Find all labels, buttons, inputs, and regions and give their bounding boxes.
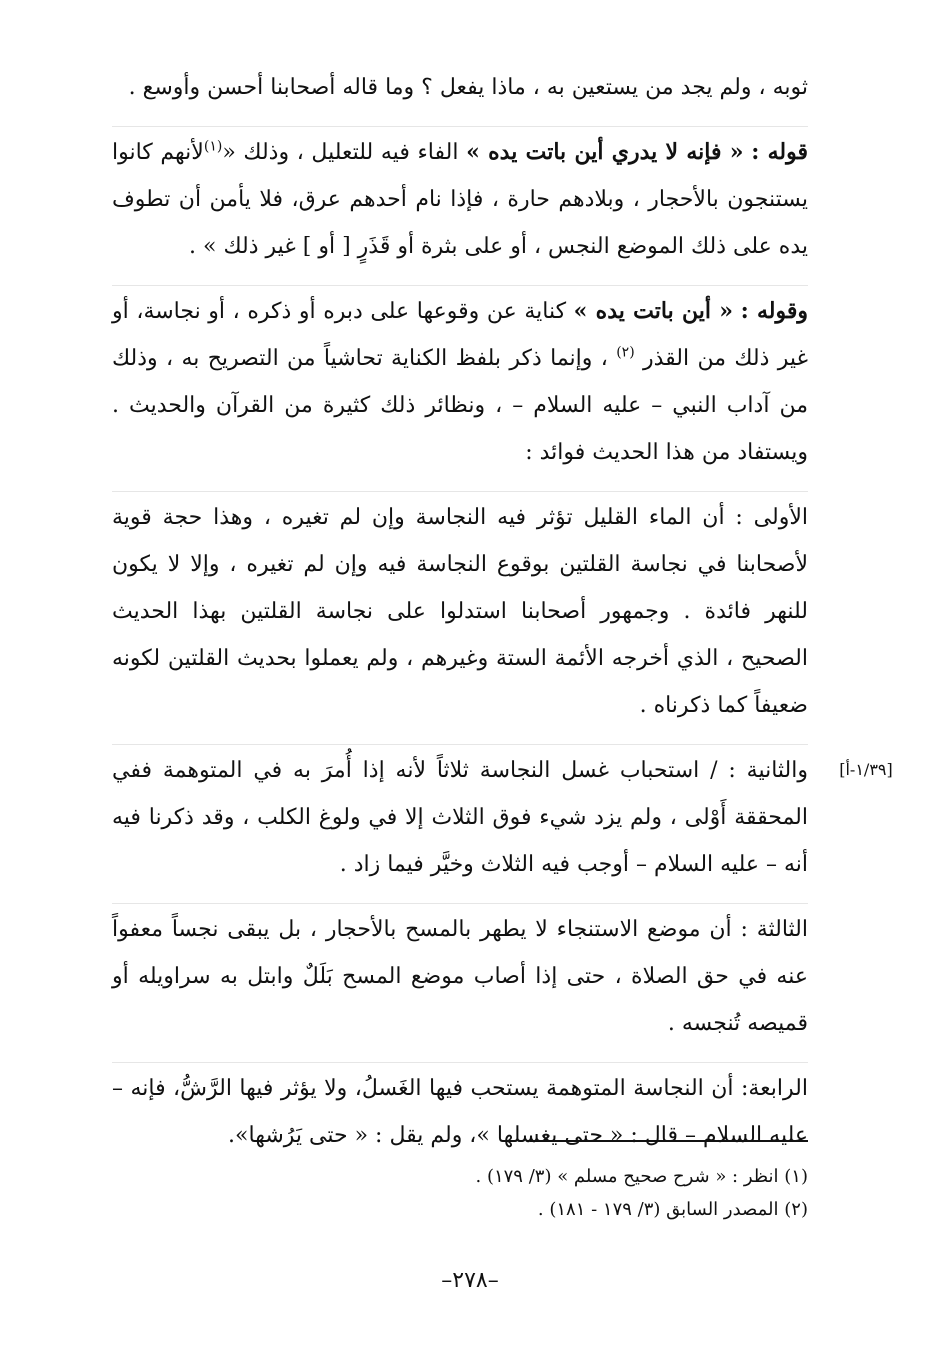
footnote-ref-1: (١) bbox=[203, 138, 223, 155]
paragraph-text: ثوبه ، ولم يجد من يستعين به ، ماذا يفعل ؟ وما قاله أصحابنا أحسن وأوسع . bbox=[128, 75, 808, 100]
paragraph-text: كناية عن وقوعها على دبره أو ذكره ، أو نجاسة، أو غير ذلك من القذر bbox=[112, 299, 808, 371]
hadith-quote: « أين باتت يده » bbox=[573, 298, 733, 324]
paragraph-text: لأنهم كانوا يستنجون بالأحجار ، وبلادهم حارة ، فإذا نام أحدهم عرق، فلا يأمن أن تطوف يده على ذلك الموضع النجس ، أو على بثرة أو قَذَرٍ [ أو ] غير ذلك » . bbox=[112, 140, 808, 259]
footnote-separator bbox=[530, 1140, 808, 1142]
paragraph-text: الرابعة: أن النجاسة المتوهمة يستحب فيها الغَسلُ، ولا يؤثر فيها الرَّشُّ، فإنه – عليه السلام – قال : « حتى يغسلها »، ولم يقل : « حتى يَرُشها». bbox=[112, 1076, 808, 1148]
page-number: –٢٧٨– bbox=[441, 1268, 499, 1293]
main-text bbox=[112, 64, 808, 1174]
manuscript-folio-marker: [١/٣٩-أ] bbox=[839, 760, 893, 779]
footnotes bbox=[112, 1160, 808, 1226]
paragraph-benefit-1 bbox=[112, 491, 808, 729]
hadith-quote: « فإنه لا يدري أين باتت يده » bbox=[466, 139, 744, 165]
commentary-lead: قوله : bbox=[751, 139, 808, 165]
paragraph-text: الثالثة : أن موضع الاستنجاء لا يطهر بالمسح بالأحجار ، بل يبقى نجساً معفواً عنه في حق الصلاة ، حتى إذا أصاب موضع المسح بَلَلٌ وابتل به سراويله أو قميصه تُنجسه . bbox=[112, 917, 808, 1036]
paragraph-text: والثانية : / استحباب غسل النجاسة ثلاثاً لأنه إذا أُمرَ به في المتوهمة ففي المحققة أَوْلى ، ولم يزد شيء فوق الثلاث إلا في ولوغ الكلب ، وقد ذكرنا فيه أنه – عليه السلام – أوجب فيه الثلاث وخيَّر فيما زاد . bbox=[112, 758, 808, 877]
paragraph-commentary-2 bbox=[112, 285, 808, 476]
paragraph-commentary-1 bbox=[112, 126, 808, 270]
commentary-lead: وقوله : bbox=[740, 298, 808, 324]
paragraph-text: الأولى : أن الماء القليل تؤثر فيه النجاسة وإن لم تغيره ، وهذا حجة قوية لأصحابنا في نجاسة القلتين بوقوع النجاسة فيه وإن لم تغيره ، وإلا لا يكون للنهر فائدة . وجمهور أصحابنا استدلوا على نجاسة القلتين بهذا الحديث الصحيح ، الذي أخرجه الأئمة الستة وغيرهم ، ولم يعملوا بحديث القلتين لكونه ضعيفاً كما ذكرناه . bbox=[112, 505, 808, 718]
paragraph-text: الفاء فيه للتعليل ، وذلك « bbox=[222, 140, 467, 165]
paragraph-benefit-4 bbox=[112, 1062, 808, 1159]
paragraph-text: ، وإنما ذكر بلفظ الكناية تحاشياً من التصريح به ، وذلك من آداب النبي – عليه السلام – ، ونظائر ذلك كثيرة من القرآن والحديث . ويستفاد من هذا الحديث فوائد : bbox=[112, 346, 808, 465]
paragraph-benefit-2 bbox=[112, 744, 808, 888]
paragraph-benefit-3 bbox=[112, 903, 808, 1047]
paragraph-continuation bbox=[112, 64, 808, 111]
footnote-ref-2: (٢) bbox=[616, 344, 635, 361]
footnote-2: (٢) المصدر السابق (٣/ ١٧٩ - ١٨١) . bbox=[537, 1199, 808, 1220]
footnote-1: (١) انظر : « شرح صحيح مسلم » (٣/ ١٧٩) . bbox=[475, 1166, 808, 1187]
